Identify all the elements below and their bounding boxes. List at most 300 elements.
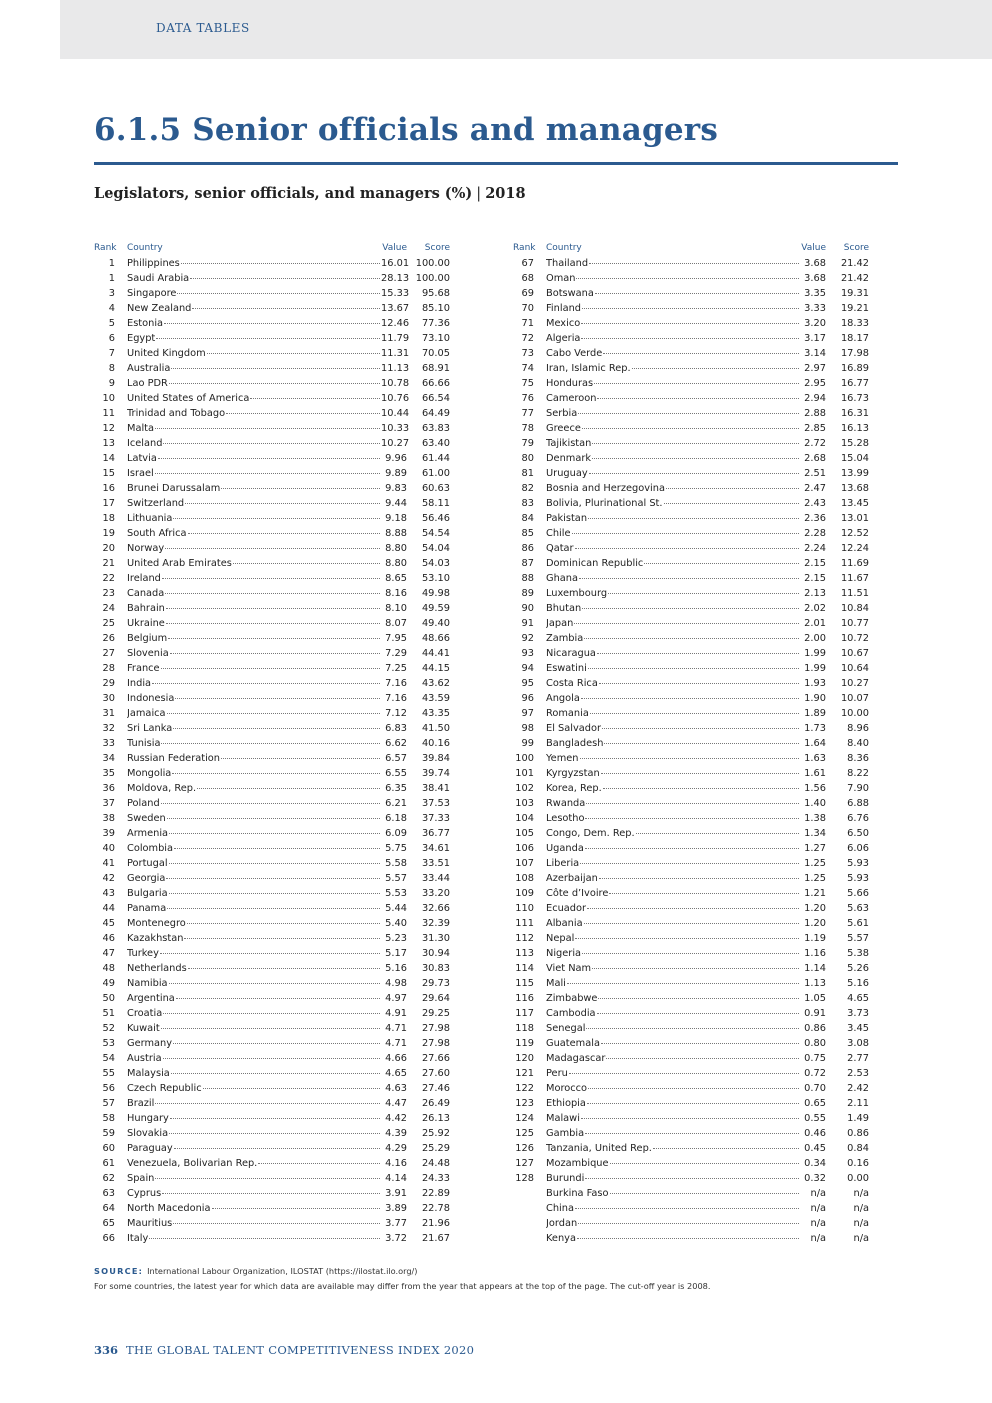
country-name: Kazakhstan (127, 933, 184, 944)
table-row (513, 961, 869, 976)
value-cell: 7.16 (385, 678, 407, 689)
country-cell (546, 781, 800, 796)
rank-cell: 88 (521, 573, 534, 584)
score-cell: 27.98 (421, 1038, 450, 1049)
dot-leader (579, 578, 799, 579)
dot-leader (162, 578, 380, 579)
score-cell: 0.00 (847, 1173, 869, 1184)
dot-leader (609, 893, 799, 894)
score-cell: 3.08 (847, 1038, 869, 1049)
rank-cell: 54 (102, 1053, 115, 1064)
value-cell: 5.53 (385, 888, 407, 899)
country-cell (546, 481, 800, 496)
dot-leader (585, 848, 799, 849)
score-cell: 10.84 (840, 603, 869, 614)
dot-leader (168, 638, 380, 639)
country-cell (546, 826, 800, 841)
table-row (94, 541, 450, 556)
rank-cell: 17 (102, 498, 115, 509)
rank-cell: 126 (515, 1143, 534, 1154)
table-row (94, 841, 450, 856)
score-cell: 54.04 (421, 543, 450, 554)
dot-leader (601, 1043, 799, 1044)
country-name: Yemen (546, 753, 579, 764)
country-cell (546, 601, 800, 616)
dot-leader (604, 743, 799, 744)
country-name: Cambodia (546, 1008, 596, 1019)
table-row (513, 1066, 869, 1081)
source-note (94, 1266, 418, 1276)
rank-cell: 58 (102, 1113, 115, 1124)
rank-cell: 112 (515, 933, 534, 944)
country-name: Mexico (546, 318, 581, 329)
score-cell: 24.48 (421, 1158, 450, 1169)
rank-cell: 8 (108, 363, 115, 374)
dot-leader (585, 818, 799, 819)
rank-cell: 31 (102, 708, 115, 719)
value-cell: 2.51 (804, 468, 826, 479)
rank-cell: 10 (102, 393, 115, 404)
country-cell (127, 301, 381, 316)
value-cell: 2.13 (804, 588, 826, 599)
country-name: Netherlands (127, 963, 187, 974)
country-cell (546, 331, 800, 346)
header-band (60, 0, 992, 59)
dot-leader (160, 953, 380, 954)
dot-leader (586, 803, 799, 804)
dot-leader (585, 1178, 799, 1179)
dot-leader (174, 1148, 380, 1149)
country-name: Ecuador (546, 903, 587, 914)
table-row (94, 376, 450, 391)
value-cell: 1.19 (804, 933, 826, 944)
rank-cell: 125 (515, 1128, 534, 1139)
country-cell (127, 451, 381, 466)
country-name: Panama (127, 903, 167, 914)
country-name: Azerbaijan (546, 873, 598, 884)
dot-leader (226, 413, 380, 414)
table-row (513, 1186, 869, 1201)
rank-cell: 87 (521, 558, 534, 569)
dot-leader (167, 908, 380, 909)
country-name: Iran, Islamic Rep. (546, 363, 631, 374)
dot-leader (580, 758, 800, 759)
score-cell: 44.15 (421, 663, 450, 674)
country-name: Kenya (546, 1233, 576, 1244)
value-cell: 7.12 (385, 708, 407, 719)
table-row (94, 706, 450, 721)
country-cell (546, 661, 800, 676)
rank-cell: 65 (102, 1218, 115, 1229)
country-name: Eswatini (546, 663, 587, 674)
country-cell (127, 1021, 381, 1036)
dot-leader (589, 263, 799, 264)
value-cell: 1.13 (804, 978, 826, 989)
dot-leader (595, 293, 799, 294)
rank-cell: 24 (102, 603, 115, 614)
score-cell: 27.46 (421, 1083, 450, 1094)
country-name: Tanzania, United Rep. (546, 1143, 652, 1154)
dot-leader (155, 1103, 380, 1104)
dot-leader (599, 683, 799, 684)
table-row (513, 721, 869, 736)
rank-cell: 62 (102, 1173, 115, 1184)
score-cell: 27.66 (421, 1053, 450, 1064)
value-cell: 0.86 (804, 1023, 826, 1034)
country-name: South Africa (127, 528, 187, 539)
country-name: Brunei Darussalam (127, 483, 221, 494)
dot-leader (666, 488, 799, 489)
score-cell: 8.22 (847, 768, 869, 779)
table-row (94, 736, 450, 751)
value-cell: 1.25 (804, 873, 826, 884)
table-row (513, 376, 869, 391)
country-cell (546, 811, 800, 826)
country-name: Moldova, Rep. (127, 783, 197, 794)
source-label: SOURCE: (94, 1266, 144, 1276)
country-name: Paraguay (127, 1143, 173, 1154)
country-name: Viet Nam (546, 963, 592, 974)
country-name: Portugal (127, 858, 168, 869)
dot-leader (582, 428, 799, 429)
country-name: Qatar (546, 543, 574, 554)
country-cell (127, 901, 381, 916)
dot-leader (161, 743, 380, 744)
dot-leader (250, 398, 380, 399)
value-cell: 2.85 (804, 423, 826, 434)
dot-leader (664, 503, 800, 504)
score-cell: 39.74 (421, 768, 450, 779)
rank-cell: 81 (521, 468, 534, 479)
dot-leader (588, 668, 799, 669)
dot-leader (575, 938, 799, 939)
score-cell: 16.73 (840, 393, 869, 404)
table-row (94, 601, 450, 616)
value-cell: 9.44 (385, 498, 407, 509)
rank-cell: 69 (521, 288, 534, 299)
rank-cell: 90 (521, 603, 534, 614)
table-row (513, 556, 869, 571)
table-row (94, 1096, 450, 1111)
rank-cell: 60 (102, 1143, 115, 1154)
score-cell: 22.78 (421, 1203, 450, 1214)
table-row (513, 1051, 869, 1066)
score-cell: 49.59 (421, 603, 450, 614)
country-cell (546, 256, 800, 271)
dot-leader (212, 1208, 380, 1209)
table-row (94, 511, 450, 526)
rank-cell: 44 (102, 903, 115, 914)
score-cell: 13.01 (840, 513, 869, 524)
country-cell (127, 571, 381, 586)
score-cell: 8.96 (847, 723, 869, 734)
dot-leader (567, 983, 799, 984)
country-name: Ukraine (127, 618, 165, 629)
country-name: Croatia (127, 1008, 163, 1019)
country-cell (546, 916, 800, 931)
country-name: Lithuania (127, 513, 173, 524)
dot-leader (597, 1013, 799, 1014)
country-cell (546, 646, 800, 661)
country-cell (127, 316, 381, 331)
score-cell: 100.00 (415, 258, 450, 269)
dot-leader (581, 338, 799, 339)
country-cell (127, 1171, 381, 1186)
rank-cell: 33 (102, 738, 115, 749)
country-name: China (546, 1203, 574, 1214)
score-cell: 54.54 (421, 528, 450, 539)
score-cell: 63.83 (421, 423, 450, 434)
value-cell: 1.61 (804, 768, 826, 779)
table-row (513, 481, 869, 496)
country-cell (546, 436, 800, 451)
score-cell: 8.40 (847, 738, 869, 749)
country-cell (546, 556, 800, 571)
rank-cell: 100 (515, 753, 534, 764)
footnote: For some countries, the latest year for which data are available may differ from the year that appears at the top of the page. The cut-off year is 2008. (94, 1281, 711, 1291)
value-cell: 1.99 (804, 663, 826, 674)
table-row (513, 976, 869, 991)
table-row (94, 631, 450, 646)
country-name: Belgium (127, 633, 168, 644)
dot-leader (173, 1043, 380, 1044)
dot-leader (575, 548, 799, 549)
rank-cell: 59 (102, 1128, 115, 1139)
value-cell: 10.27 (381, 438, 410, 449)
rank-cell: 6 (108, 333, 115, 344)
value-cell: 2.94 (804, 393, 826, 404)
table-row (513, 1111, 869, 1126)
score-cell: 21.42 (840, 258, 869, 269)
score-cell: 18.17 (840, 333, 869, 344)
value-cell: 1.99 (804, 648, 826, 659)
value-cell: 11.79 (381, 333, 410, 344)
country-cell (546, 301, 800, 316)
value-cell: 8.65 (385, 573, 407, 584)
rank-cell: 53 (102, 1038, 115, 1049)
score-cell: 5.16 (847, 978, 869, 989)
rank-cell: 26 (102, 633, 115, 644)
score-cell: 63.40 (421, 438, 450, 449)
rank-cell: 39 (102, 828, 115, 839)
country-name: Côte d’Ivoire (546, 888, 609, 899)
country-cell (127, 1096, 381, 1111)
dot-leader (184, 938, 380, 939)
dot-leader (582, 953, 799, 954)
country-cell (546, 946, 800, 961)
country-name: Japan (546, 618, 574, 629)
value-cell: 4.97 (385, 993, 407, 1004)
country-name: Bahrain (127, 603, 165, 614)
score-cell: 60.63 (421, 483, 450, 494)
dot-leader (588, 518, 799, 519)
table-row (513, 796, 869, 811)
score-cell: 10.27 (840, 678, 869, 689)
table-row (94, 1201, 450, 1216)
country-name: Russian Federation (127, 753, 221, 764)
value-cell: 6.09 (385, 828, 407, 839)
value-cell: 10.78 (381, 378, 410, 389)
value-cell: 1.20 (804, 918, 826, 929)
value-cell: 0.91 (804, 1008, 826, 1019)
table-row (513, 496, 869, 511)
page-title: 6.1.5 Senior officials and managers (94, 112, 718, 148)
value-cell: 2.15 (804, 558, 826, 569)
score-cell: 22.89 (421, 1188, 450, 1199)
score-cell: 27.98 (421, 1023, 450, 1034)
rank-cell: 97 (521, 708, 534, 719)
country-cell (546, 586, 800, 601)
country-name: Gambia (546, 1128, 585, 1139)
dot-leader (173, 1223, 380, 1224)
country-cell (546, 901, 800, 916)
country-cell (127, 406, 381, 421)
country-cell (127, 391, 381, 406)
score-cell: 85.10 (421, 303, 450, 314)
score-cell: 0.84 (847, 1143, 869, 1154)
dot-leader (190, 278, 380, 279)
table-row (513, 766, 869, 781)
table-row (513, 1096, 869, 1111)
country-name: Luxembourg (546, 588, 608, 599)
rank-cell: 76 (521, 393, 534, 404)
dot-leader (192, 308, 380, 309)
value-cell: 9.83 (385, 483, 407, 494)
country-name: Cameroon (546, 393, 597, 404)
country-name: Algeria (546, 333, 581, 344)
ranking-table-left (94, 242, 450, 1246)
rank-cell: 118 (515, 1023, 534, 1034)
rank-cell: 127 (515, 1158, 534, 1169)
country-name: India (127, 678, 152, 689)
country-name: Czech Republic (127, 1083, 202, 1094)
table-row (94, 1126, 450, 1141)
rank-cell: 11 (102, 408, 115, 419)
score-cell: 38.41 (421, 783, 450, 794)
dot-leader (578, 413, 799, 414)
value-cell: 4.47 (385, 1098, 407, 1109)
value-cell: 5.23 (385, 933, 407, 944)
country-name: New Zealand (127, 303, 192, 314)
country-cell (127, 541, 381, 556)
score-cell: 39.84 (421, 753, 450, 764)
score-cell: 43.35 (421, 708, 450, 719)
rank-cell: 13 (102, 438, 115, 449)
value-cell: 4.65 (385, 1068, 407, 1079)
dot-leader (587, 1103, 799, 1104)
table-header (513, 242, 869, 255)
rank-cell: 47 (102, 948, 115, 959)
rank-cell: 115 (515, 978, 534, 989)
table-row (94, 676, 450, 691)
country-cell (546, 1021, 800, 1036)
table-body-right (513, 256, 869, 1246)
value-cell: 1.63 (804, 753, 826, 764)
score-cell: 32.66 (421, 903, 450, 914)
dot-leader (169, 983, 380, 984)
score-cell: 61.00 (421, 468, 450, 479)
country-name: Poland (127, 798, 160, 809)
value-cell: 2.02 (804, 603, 826, 614)
dot-leader (572, 533, 799, 534)
score-cell: 5.57 (847, 933, 869, 944)
value-cell: 3.72 (385, 1233, 407, 1244)
value-cell: 11.13 (381, 363, 410, 374)
dot-leader (169, 383, 380, 384)
country-cell (546, 766, 800, 781)
value-cell: 3.89 (385, 1203, 407, 1214)
country-cell (546, 871, 800, 886)
dot-leader (602, 728, 799, 729)
table-row (513, 406, 869, 421)
country-name: Ghana (546, 573, 579, 584)
value-cell: 1.38 (804, 813, 826, 824)
dot-leader (574, 623, 799, 624)
dot-leader (165, 593, 380, 594)
value-cell: 1.64 (804, 738, 826, 749)
table-row (513, 1081, 869, 1096)
rank-cell: 84 (521, 513, 534, 524)
score-cell: 3.73 (847, 1008, 869, 1019)
rank-cell: 116 (515, 993, 534, 1004)
score-cell: 26.13 (421, 1113, 450, 1124)
dot-leader (606, 1058, 799, 1059)
country-cell (127, 826, 381, 841)
score-cell: n/a (853, 1233, 869, 1244)
section-label: DATA TABLES (156, 21, 250, 35)
table-row (94, 826, 450, 841)
rank-cell: 66 (102, 1233, 115, 1244)
score-cell: 30.94 (421, 948, 450, 959)
country-name: Trinidad and Tobago (127, 408, 226, 419)
score-cell: 19.21 (840, 303, 869, 314)
country-cell (127, 1186, 381, 1201)
country-cell (546, 346, 800, 361)
country-cell (127, 601, 381, 616)
dot-leader (161, 803, 380, 804)
dot-leader (582, 308, 799, 309)
score-cell: 19.31 (840, 288, 869, 299)
dot-leader (610, 1193, 799, 1194)
rank-cell: 15 (102, 468, 115, 479)
table-row (513, 571, 869, 586)
table-row (513, 316, 869, 331)
table-row (513, 946, 869, 961)
dot-leader (578, 1223, 799, 1224)
value-cell: 3.14 (804, 348, 826, 359)
dot-leader (149, 1238, 380, 1239)
score-cell: 33.44 (421, 873, 450, 884)
score-cell: 48.66 (421, 633, 450, 644)
country-cell (127, 946, 381, 961)
rank-cell: 109 (515, 888, 534, 899)
score-cell: 25.29 (421, 1143, 450, 1154)
country-name: Saudi Arabia (127, 273, 190, 284)
score-cell: 10.64 (840, 663, 869, 674)
score-cell: 56.46 (421, 513, 450, 524)
rank-cell: 57 (102, 1098, 115, 1109)
score-cell: 16.77 (840, 378, 869, 389)
table-row (513, 346, 869, 361)
value-cell: 2.15 (804, 573, 826, 584)
table-row (513, 901, 869, 916)
rank-cell: 56 (102, 1083, 115, 1094)
table-row (513, 646, 869, 661)
country-name: France (127, 663, 160, 674)
score-cell: 0.86 (847, 1128, 869, 1139)
dot-leader (170, 1118, 380, 1119)
dot-leader (164, 323, 380, 324)
